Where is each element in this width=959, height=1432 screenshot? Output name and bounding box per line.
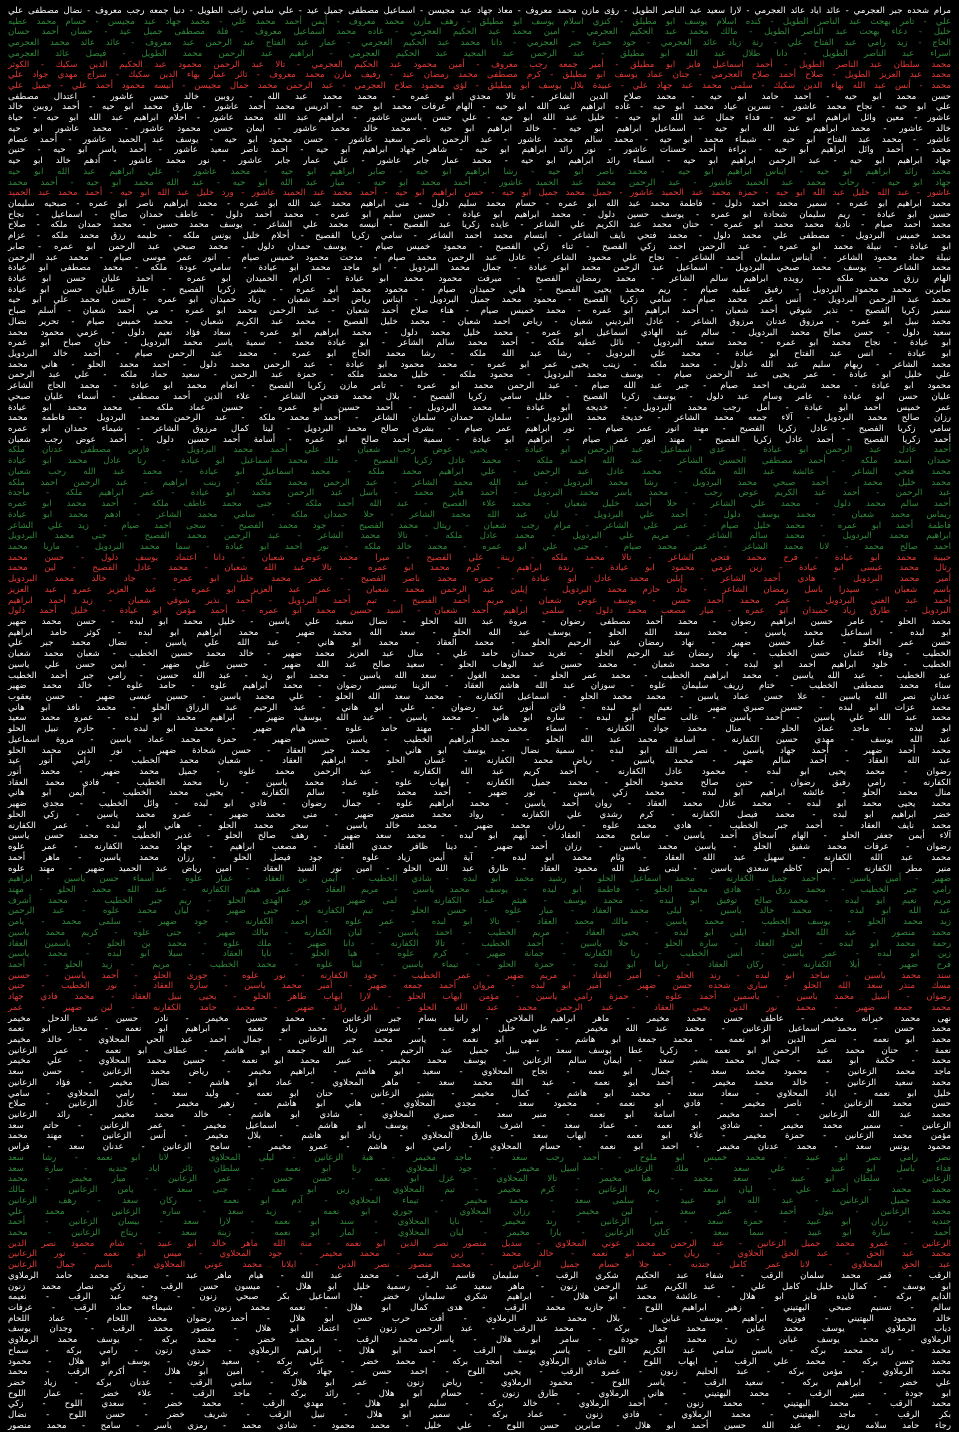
names-line-white: مرام شحده جبر العجرمي - عائد اياد عائد العجرمي - لارا سعيد عبد الناصر الطويل - رؤى مازن محمد معروف - معاذ جهاد عبد مجيسن - اسماعيل مصطفى جميل عيد - علي سامي راغب الطويل - دنيا جمعه رجب معروف - نضال مصطفى علي — [8, 6, 951, 16]
names-line-white: محمد احمد صيام - نادية محمد محمد ابو عمره - حنان محمد عبد الكريم علي الشاعر - عايده زكريا عبد الفصيح - أنيسه محمد علي الشاعر - يوسف محمد حسين - محمد حمدان ملكه - صلاح — [8, 220, 951, 231]
names-line-red: مسك منذر سعد الله الحلو - ساري شحده حسن ضهير - أمير ابو لبده - مروان أحمد جمعه ضهير - أمير محمد ياسين - سارة العقاد - نور الخطيب - حنين — [8, 981, 951, 992]
names-line-white: بكر الرقب - ماجد البهتيني - محمد الرملاوي - فادي زنون - عماد بركه - سمير ابو هلال - نبيل الرقب - شريف خضر - حسن اللوح - نضال — [8, 1410, 951, 1421]
names-line-green: ضهير - أمين ياسين - أحمد جميل الكفارنه - محمد اسماعيل الحلو - رشيد محمد ابو لبده - شادي الخطيب - أيمن بن العقاد - عمار علوه - أسماء حسن ياسين - ابراهيم — [8, 874, 951, 885]
names-line-white: علي خليل ابو عيادة - عمر يحيى عبد الرحمن صيام - يوسف محمد البردويل - محمود ملكه - خليل محمد ملكه - حمزة عبد الرحمن - سعيد حماد ملكه - علي عبد الرحمن — [8, 370, 951, 381]
names-line-white: محمد عزات ابو لبده - حسين صبري ضهير - نعيم ابو لبده - فاتن أنور عيد رضوان - علي ابو هاني - عبد الرحيم عبد الرزاق الحلو - محمد نافذ ابو هاني — [8, 702, 951, 713]
names-line-green: زين ابو لبده - عمر ياسين - أنس الخطيب - رنا الكفارنه - جمانة ضهير - كرم علوه - هيا الحلو - نايا العقاد - سيلا ابو لبده - محمد ياسين — [8, 949, 951, 960]
names-line-white: محمد نبيل ابو عمره - مرزوق عدنان مرزوق الشاعر - عادل البرديني شعبان - رياض احمد شعبان - محمد خليل الفصيح - محمد عبد الكريم شعبان - محمد خميس صيام - تحرير نضال — [8, 316, 951, 327]
names-line-white: الخطيب - وفاء عثمان حسن الخطيب - نهاد رمضان عبد الرحيم الحلو - تغريد حمدان حامد علي - منال عبد العزيز محمد ضهير - خالد محمد حسين الخطيب - شعبان محمد شعبان — [8, 649, 951, 660]
names-line-white: ابو عيادة - انس عبد الفتاح ابو عيادة - محمد علي البردويل - رشا عبد الله ملكه - رشا محمد الحاج ابو عمره - محمد عبد الرحمن صيام - أحمد خالد البردويل — [8, 349, 951, 359]
names-line-white: محمد عبد الله الكفارنه - سهيل عبد الله العقاد - وئام محمد ابو لبده - آية أيمن زياد علوه - جود فيصل الحلو - رزان محمد ياسين - ماهر أحمد — [8, 852, 951, 863]
names-line-green: مريم نعيم ابو لبده - محمد صالح توفيق ابو لبده - محمد يوسف - هيثم عماد الكفارنه - لمى ضهير - نور الهدى الحلو - ريم جبر الخطيب - محمد أشرف — [8, 895, 951, 906]
names-line-green: فاطمة أحمد ابو عمره - محمد خليل صيام - عمر علي الشاعر - مرام رجب شعبان - ريتال محمد الفصيح - جود محمد الفصيح - سجى احمد صيام - زيد علي الشاعر — [8, 520, 951, 531]
names-line-red: رضوان - أسيل محمد ياسين - ياسمين أحمد علوه - حمزة رامي ياسين - مؤمن ايهاب الحلو - لارا ايهاب طاهر الحلو - يحيى نبيل العقاد - محمد فادي جهاد — [8, 992, 951, 1003]
names-line-white: محمد الشاعر - يوسف محمد صبحي البردويل - اسماعيل عبد الرحمن محمد ابو عيادة - جمال محمد البردويل - ابو ماجد محمد ابو عيادة - سامي عودة ملكه - محمد مصطفى ابو عيادة — [8, 263, 951, 274]
names-line-white: محمد - حكمة ابو نعمه - جمال محمد بشير سعد - ايمان سالم الزعانين - يوسف محمد مخيمر - عبير محمد ابو نعمه - حسين محمد المحلاوي - علي مخيمر — [8, 1056, 951, 1067]
names-line-white: حسين ابو عيادة - ريم سليمان شحادة ابو عمره - يوسف حسين دلول - محمد ابراهيم ابو عيادة - حسين سليم ابو عمره - محمد احمد دلول - عاطف حمدان صالح - اسماعيل - نجاح — [8, 209, 951, 220]
names-line-white: الدايم بركه - فايده فايز ابو هلال - عائشة محمد ابو هلال - ابراهيم شكري سليمان خضر - اسماعيل بكر صبحي زنون - وجيه عبد الرقب - نعيمه — [8, 1292, 951, 1303]
names-line-white: رجاء حامد سلامه زينو - عبد الله حسين أحمد ابو هلال - صابرين حسن اللوح - علي خليل - محمد محمود - شادي محمد - رمزي ياسر - سامح - محمد منصور — [8, 1420, 951, 1431]
names-line-white: عدنان نصر الله ياسين - علا حسن عماد ياسين - محمد محمد الحلو - اسماعيل الكفارنه - محمد سعد الله الحلو - علي محمد ياسين - حسين عيسى ضهير - حسن يعقوب — [8, 692, 951, 702]
names-line-white: نعمة - حنان محمد عبد الرحمن ابو نعمه - زكريا عطا يوسف سعد - نبيل جميل عبد الرحيم - عبد الله جمعه ابو هاشم - عطاف ابو نعمه - عمر الزعانين — [8, 1045, 951, 1056]
names-line-red: محمد سلطان عبد الناصر الطويل - أحمد اسماعيل فايز ابو مطيلق - أمير جمعه رجب معروف - أمين محمود عبد الحكيم العجرمي - تالا عبد الرحمن محمود عبد الحكيم الدين سكيك - الكوثر — [8, 59, 951, 70]
names-line-white: الزعانين - سمير محمد مخيمر - شادي ابو نعمه - عماد سعد - اشرف المحلاوي - يوسف ابو هاشم - اسماعيل مخيمر - عمر الزعانين - حاتم سعد — [8, 1120, 951, 1131]
names-line-green: فداء باسل ابو عبيد - علي سعد - ملك الزعانين - أسيل مخيمر - جود المحلاوي - رنا ابو نعمه - سلطان ثائر اياد جنديه - سارة سعد — [8, 1163, 951, 1174]
names-line-green: محمد فتحي الشاعر - عائشة عبد الله ملكه - محمد عادل عبد الرحمن - علي ابراهيم محمد ملكه - محمد اسماعيل ابو عيادة - محمد عبد الله رجب شعبان — [8, 466, 951, 477]
names-line-white: خليل ابو نعمه - اياد المحلاوي - سعاد سعد - محمد ابو هاشم - كمال مخيمر - بشير الزعانين - حنان ابو نعمه - وليد سعد - رامي المحلاوي - سامي — [8, 1088, 951, 1099]
names-line-white: خضر ابراهيم ابو لبده - محمد فيصل الكفارنه - كرم رشدي علي الكفارنه - رواد محمد منصور ضهير - منى محمد ضهير - عمرو محمد ياسين - زكي الحلو — [8, 809, 951, 820]
names-line-white: محمود يونس سعد - محمد عدنان مخيمر - احمد ابو نعمه - حسام المحلاوي - رامي ابو هاشم - عمرو مخيمر - سامح الزعانين - عدنان سعد - فراس — [8, 1142, 951, 1153]
names-line-white: عبد الخطيب - عبد الله ياسين - محمد ابراهيم الخطيب - محمد عمر الحلو - محمد الغول - سعد الله ياسين - محمد ابو زيد - عبد الله حسين - رامي جبر أحمد الخطيب — [8, 670, 951, 681]
names-line-white: محمد يحيى محمد ابو لبده - محمد عادل محمد العقاد - روان أحمد ياسين - محمد ابراهيم علوه - جمال رضوان - فادي ابو لبده - وائل الخطيب - مجدي ضهير — [8, 799, 951, 810]
names-line-white: سعيد دلول - حسن صالح محمد البردويل - سالم عبد الهادي اسماعيل ابو عمره - محمد خليل محمد دلول - محمد ابراهيم ابو عمره - سعاد فؤاد نعيم دلول - عزمي محمود محمد — [8, 327, 951, 338]
names-line-white: محمد ابو نعمه - نصر الدين ابو نعمه - محمد جمعة ابو هاشم - سهى ابو نعمه - ياسر محمد جبر الزعانين - جمال احمد عبد الحي المحلاوي - خالد مخيمر — [8, 1035, 951, 1045]
names-line-white: حسن محمد الزعانين - ناصر مخيمر - فادي ابو نعمه - محمود سعد - مجدي المحلاوي - هاني ابو هاشم - زهير مخيمر - عادل الزعانين - صلاح — [8, 1099, 951, 1110]
names-line-white: محمد - أحمد وائل ابراهيم ابو حيه - براءة أحمد حسنات عاشور - نور رائد ابراهيم ابو حيه - شاهر جهاد ابراهيم ابو حيه - احمد ناصر سعيد عاشور - أحمد ياسر ابو حيه - حنين — [8, 145, 951, 156]
names-line-green: أحمد - سارة ابو عبيد - سما سعد - كنان الزعانين - يارا مخيمر - ليان المحلاوي - لمار ابو نعمه - زينة سعد - ريتاج الزعانين - محمد — [8, 1227, 951, 1238]
names-line-green: نصر رامي نصر ابو عبيد - محمد خميس ابو ملوح - أحمد رجب سعد - ماجد مخيمر - هبة الزعانين - ليلى المحلاوي - لانا ابو نعمه - رشا سعد — [8, 1152, 951, 1163]
names-line-white: عبد الله يوسف - مهدي حسين الكفارنه - اسامة محمد عبد الله الحلو - محمد ابراهيم الخطيب - ياسين حسين ضهير - حمزة محمد عماد ياسين - مروة اسماعيل — [8, 734, 951, 745]
names-line-green: ريماس محمد شعبان - محمد يوسف دلول - أحمد علي البردويل - ليان عبد الله محمد الشاعر - حلا حمدان ملكه - سامي محمد الشاعر - ادهم محمد ابو عيادة — [8, 509, 951, 520]
names-line-red: محمد عبد العزيز الطويل - صلاح أحمد صلاح العجرمي - جنان عماد يوسف ابو مطيلق - كرم مصطفى محمد رمضان عيد - رفيف مازن محمد معروف - ثائر عمار بهاء الدين سكيك - سراج مهدي جواد علي — [8, 70, 951, 81]
names-line-white: محمد الشاعر - ريهام سليم عبد الله دلول - محمد ملكه - زينب يحيى عمر ابو عمره - محمد محمود ابو عيادة - عبد الرحمن محمد دلول - احمد محمد الحلو - هاني محمد — [8, 359, 951, 370]
names-line-white: منير مطر الكفارنه - أيمن كاظم سعدي ياسين - لبنى عبد الله محمود العقاد - طارق عبد الله الحلو - امين نور السيد العقاد - امين رياض عبد الحميد ضهير - مهند علوه — [8, 863, 951, 874]
names-line-white: عليان حسن ابو عيادة - عامر وسام عبد دلول - يوسف زكريا الفصيح - خليل سامي زكريا الفصيح - بلال محمد فتحي الشاعر - علاء الدين أحمد مصطفى - أسماء عليان صبحي — [8, 391, 951, 402]
names-line-white: الخطيب - خلود ابراهيم احمد ابو لبده - محمد شعبان - محمد حسين عبد الوهاب الحلو - سعيد صالح عبد الله ضهير - حسين علي ضهير - ايمن حسن علي ياسين — [8, 659, 951, 670]
names-line-white: دياب الرملاوي - يوسف محمد غباين - محمد جمال بركه - محمد الرقب - عبد الرحمن زنون - اعتماد ابو هلال - منصور محمد الرقب - وجدان يوسف — [8, 1324, 951, 1335]
names-line-white: حسن محمد ابو حيه - احمد حامد ابو حيه - محمد صلاح الدين الشاعر - تالا مجدي ابو عمره - محمد محمد عبد الله - روبين خالد حسن عاشور - اعتدال مصطفى — [8, 91, 951, 102]
names-line-red: رتال محمد عيسى ابو عيادة - زين عزمي محمود ابو عيادة - رندة ابراهيم - كرم محمد ابو عمره - تالا عبد الله شعبان - محمد عادل الفصيح - لين محمد — [8, 563, 951, 574]
names-line-green: أحمد عادل عبد الرحمن ابو عيادة - عدي اسماعيل عبد الرحمن ابو عيادة - يحيى عوض رجب شعبان - علي أحمد محمد البردويل - فارس مصطفى عدنان ملكه — [8, 445, 951, 456]
names-line-red: باسم شعبان - سيدرا باسل رمضان الشاعر - جاد حازم محمد البردويل - إيلين عبد الرحمن محمد شعبان - عمر عبد العزيز ابو عمره - عبد العزيز عمرو عبد العزيز — [8, 584, 951, 595]
names-line-white: رزان صالح محمد البردويل - آلاء جمعه محمد الشاعر - خديجة محمد البردويل - سلمان حمدان سلمان الشاعر - أحمد محمد ملكه - عبد الرحمن محمد البردويل - فاطمه محمد — [8, 413, 951, 424]
names-line-white: مؤمن محمد الزعانين - حمزة مخيمر - علاء ابو نعمه - ايهاب سعد - طارق المحلاوي - زياد ابو هاشم - بلال مخيمر - أنس الزعانين - مهند محمد — [8, 1131, 951, 1142]
names-line-white: نهى محمد خيرانه مخيمر - عاطف حسن محمد مخيمر - ماهر ابراهيم الملاحي - رانيا بسام جبر الزعانين - محمد حسين مخيمر - نادر حسين عبد الدحل مخيمر — [8, 1013, 951, 1024]
names-line-green: زيد محمد الحلو - يوسف الخطيب - محمد ياسين - مالك محمد العقاد - تالا ابو لبده - عمر علوه - أحمد الكفارنه - جود ضهير - سلمى محمد - يامن — [8, 917, 951, 928]
names-line-red: أحمد عبد الغني البردويل - عمر محمد أحمد حسن - يوسف عوض شعبان - مريم أحمد الفصيح - تيم أحمد البردويل - أحمد نذير شوقي شعبان - زيد أحمد ابراهيم — [8, 595, 951, 606]
names-line-white: رضوان - عرفات محمد شفيق الحلو - ياسين محمد ياسين - رزان أحمد ضهير - دينا ظافر حمدي العقاد - مصعب ابراهيم - جهاد محمد الكفارنه - عمر علوه — [8, 842, 951, 853]
names-line-green: رامي جبر الخطيب - محمد رزق - هادي محمد الحلو - فاطمة ابو لبده - يوسف محمد ياسين - مريم العقاد - عمر هيثم الكفارنه - عبد الله محمد الحلو - مهند — [8, 884, 951, 895]
names-line-red: الزعانين - عمرو محمد جميل الزعانين - عبد الرحمن محمد عوني المحلاوي - سديل منصور نصر الدين ابو نعمه - منة الله ماهر خالد ابو عبيد - شام محمود نصر الدين — [8, 1238, 951, 1249]
names-line-white: الكفارنه - رامي رفيق رضوان - حنين صالح محمود الحلو - محمد جميل الكفارنه - ايهاب علوه - عماد محمد ياسين - رنا محمد الخطيب - فادي محمد العقاد — [8, 777, 951, 788]
names-line-white: سالم - تسنيم صبحي البهتيني - زهير ابراهيم اللوح - جازيه محمد الرقب - هدى كمال ابو هلال - نعمه محمد زنون - شيماء حماد الرقب - عرفات — [8, 1302, 951, 1313]
names-line-green: محمد خليل محمد - أحمد صبحي محمد البردويل - رشا محمد البردويل - عبد الله محمد الشاعر - عبد الرحمن محمد ملكه - زينب ابراهيم - عبد الرحمن احمد ملكه — [8, 477, 951, 488]
names-line-white: نبيلة حماد محمود الشاعر - ايناس سليمان أحمد الشاعر - نجاح علي محمود الشاعر - عادل عبد الرحمن محمد صيام - مدحت محمود خميس صيام - انور عمر موسى صيام - محمد عبد الرحمن — [8, 252, 951, 263]
names-line-red: عاشور - عبد الله خليل عبد الله ابو حيه - حمزة محمد عبد الحميد عاشور - جميل محمد جميل ابو حيه - حسن ابراهيم ابو حيه - أحمد محمد عبد الحميد عاشور - ورد خليل عبد الله ابو حيه - أحمد محمد عبد الحميد — [8, 188, 951, 199]
names-line-green: محمد رائد ابراهيم ابو حيه - ايناس ابراهيم ابو حيه - محمد ناصر ابو حيه - رشا ابراهيم ابو حيه - صابر ابراهيم ابو حيه - محمد عاشور - علي ابراهيم عبد الله ابو حيه — [8, 166, 951, 177]
names-line-white: عبد الله العقاد - أحمد سالم ضهير - محمد ياسين - رياض محمد الكفارنه - غسان الحلو - ابراهيم العقاد - شعبان محمد الخطيب - رامي أنور عيد — [8, 756, 951, 767]
names-line-white: محمد أحمد ضهير - أحمد جهاد ياسين - نصر الله ابو لبده - سمية نضال - يوسف ابو هاني - محمد جبر العقاد - حسن شحادة ضهير - نور الدين محمد الحلو — [8, 745, 951, 756]
names-line-white: ابو عيادة - نبيلة محمد ابو عمره - عبد الرحمن احمد زكي الفصيح - ثناء زكي الفصيح - محمود خميس صيام - يوسف حمدان دلول - محمد صبحي عبد الرحمن ابو عمره - صابر — [8, 241, 951, 252]
names-line-green: محمد محمد - أحمد علي - ليان سعد - ريم الزعانين - كرم مخيمر - تيم المحلاوي - زين ابو نعمه - جنى سعد - يامن الزعانين - مالك — [8, 1185, 951, 1196]
names-line-white: حسن عمر الحلو - عمار حسين ضهير - نهاد رمضان عبد الرحيم الحلو - محمد العقاد - محمد ابو هاني - عبد الله علي ياسين - نضال محمد جبر علي — [8, 638, 951, 649]
names-line-white: الهام رزق محمد ملكه - رويده ابراهيم سالم الشاعر - محمد رمضان الفصيح - ميرفت محمود محمد ابو عيادة - اكرام الحميدان ابو عمره - احمد عليان حسن ابو عيادة — [8, 273, 951, 284]
names-line-green: الحاج - زيد رامي عبد الفتاح علي - رنة زياد عائد العجرمي - جود حمزة جبر العجرمي - دانا محمد عبد الحكيم العجرمي - عمار عبد الفتاح عبد الرحمن عبد معروف - عائد عائد محمد العجرمي — [8, 38, 951, 49]
names-line-white: محمد الحلو - عامر حسين ابراهيم رضوان - محمد أحمد مصطفى رضوان - مروة عبد الله الحلو - نضال سعيد علي ياسين - خليل محمد ابو لبده - حسن محمد ضهير — [8, 616, 951, 627]
names-line-white: خالد عاشور - محمد ابراهيم عبد الله ابو حيه - اسماعيل ابراهيم ابو حيه - خالد ابراهيم ابو حيه - محمد خالد محمد عاشور - ايمان حسن محمود عاشور - محمد عاشور ابو حيه — [8, 123, 951, 134]
names-line-white: جهاد ابراهيم ابو حيه - عبد الرحمن ابراهيم ابو حيه - اسماء رائد ابراهيم ابو حيه - محمد عمار جابر عاشور - علي عمار جابر عاشور - نور محمد عاشور - أدهم خالد ابو حيه — [8, 156, 951, 167]
names-line-white: عاشور - محمد عبد الفتاح ابو حيه - شيماء محمد ابو حيه - محمد سالم محمد عاشور - عبد الرحمن ناصر سعيد عاشور - حسن محمود ابو حيه - يوسف عبد الحميد عاشور - أحمد عصام — [8, 134, 951, 145]
names-line-green: ابراهيم محمد البردويل - محمد سالم الشاعر - مريم علي البردويل - محمد عادل ملكه - تالا محمد الشاعر - عبد الرحمن محمد الفصيح - جنى محمد البردويل — [8, 531, 951, 542]
names-line-red: سند محمد ياسين - ساجد ابو لبده - رند الحلو - أمير العقاد - مريم ضهير - عمر الخطيب - جود الكفارنه - نور علوه - جوري الحلو - أحمد ياسين - حسين — [8, 970, 951, 981]
names-line-white: محمد عبد الله علي ياسين - أحمد ياسين - غالب صالح ابو لبده - ساره ابو هاني - محمد ياسين - عبد الله يوسف ضهير - ابراهيم محمد ابو لبده - عمرو محمد سعيد — [8, 713, 951, 724]
names-line-white: محمد حسن - محمد اسماعيل الزعانين - محمد عبد الله مخيمر - علي خليل ابو نعمه - سوسن زياد محمد ابو نعمه - ابراهيم ابو نعمه - مختار ابو نعمه — [8, 1024, 951, 1035]
names-line-red: أمير محمد البردويل - هادي أحمد الشاعر - إيلين محمد عادل ابو عيادة - حمزه محمد ناصر الفصيح - عمر محمد خليل ابو عمره - جاد خالد محمد البردويل — [8, 574, 951, 585]
names-line-white: ابو عيادة - نجاح محمد ابو عمره - محمد سعيد البردويل - نائل عطيه ملكه - أحمد محمد سالم الشاعر - ابو عيادة محمد - سمية ياسر محمد البردويل - حنان صباح ابو عمره — [8, 338, 951, 349]
names-line-white: محمد ابراهيم ابو عمره - سمير محمد احمد دلول - فاطمة محمد عبد الله ابو عمره - حسام محمد سليم دلول - منى ابراهيم محمد عبد الله ابو عمره - محمد ابراهيم ناصر ابو عمره - صبحيه سليمان — [8, 198, 951, 209]
names-line-white: ابو لبده - ماجد عماد الحلو - منال محمد جواد الكفارنه - اسماء محمد الحلو - مهند حامد علوه - هيام ضهير - محمد ابو لبده - حازم نبيل الحلو — [8, 724, 951, 735]
names-line-white: علي ابو حيه - نجاح محمد عاشور - نسرين عياد محمد ابو حيه - غاده ابراهيم عبد الله ابو حيه - الهام عرفات محمد ابو حيه - ادريس محمد أحمد عاشور - طارق محمد ابو حيه - أحمد روبين خالد — [8, 102, 951, 113]
names-line-white: ماجد محمد الزعانين - محمود محمد سعد - جمال ابو نعمه - نجاح المحلاوي - سعيد ابو هاشم - ابراهيم مخيمر - رياض محمد الزعانين - حسن سعد — [8, 1067, 951, 1078]
names-line-white: رضوان - محمد يحيى ابو لبده - محمود عادل الكفارنه - أحمد كريم عبد الله الكفارنه - عبد الرحمن محمد علوه - جميل محمد ضهير - محمد أنور — [8, 767, 951, 778]
names-line-white: سامي زكريا الفصيح - عادل زكريا الفصيح - مهند انور عمر صيام - نور ابراهيم عمر صيام - بشرى صالح محمد البردويل - لينا كمال مرزوق الشاعر - شيماء حمدان ابو عمره — [8, 424, 951, 435]
names-line-green: جهاد ابو حيه - رحاب محمد عبد الحميد عاشور - عبد الرحمن محمد عبد الحميد عاشور - أحمد محمد ابو حيه - ميار عبد الله ابو حيه - عبد الله محمد ابو حيه - أحمد محمد — [8, 177, 951, 188]
names-line-white: صابرين محمد محمود البردويل - رفيق عطيه صيام - ريم محمد يحيى الفصيح - هاني حميدان صيام - محمود محمد ابو عمره - بشير زكريا الفصيح - طارق عليان حسن ابو عيادة — [8, 284, 951, 295]
names-line-green: فرح ضهير - أيلا الكفارنه - ركان العقاد - راما ابو لبده - حمزة الحلو - تيماء ياسين - لينا علوه - محمد الخطيب - مريم - زيد الحلو - أحمد — [8, 959, 951, 970]
names-line-green: احمد صالح محمد - لانا محمد الشاعر - عمر محمد صيام - جنى علي ابو عمره - محمد خالد ملكه - نور احمد ابو عيادة - سما محمد البردويل - ماريا محمد — [8, 541, 951, 552]
names-line-green: محمد الزعانين - بتول أحمد - عمر سعد - لين مخيمر - رزان المحلاوي - جوري ابو نعمه - زيد سعد - ساره الزعانين - محمد علي — [8, 1206, 951, 1217]
names-line-white: علي خضر - ابراهيم بركه - سعيد الرقب - ياسر اللوح - محمود الرملاوي - رياض زنون - عمر ابو هلال - سامي الرقب - عدنان بركه - زياد خضر — [8, 1378, 951, 1388]
names-line-white: ابو جودة - منير الرقب - محمد البهتيني - هاني الرملاوي - طارق زنون - حسام ابو هلال - رائد بركه - ماجد الرقب - علاء خضر - عمار اللوح — [8, 1388, 951, 1399]
names-line-red: محمد جمعه ضهير - محمد نور الدين يحيى العقاد - عبد الرحمن محمد عبد الله الحلو - نادر رائد ضهير - محمد حامد الكفارنه - لين ضهير - عمر — [8, 1002, 951, 1013]
names-line-white: الرملاوي - محمد يوسف غباين - زيد محمد ابو جودة - سامر ابو هلال - ياسر محمد الرقب - محمد خضر - محمد بركه - يوسف محمد الرملاوي — [8, 1335, 951, 1346]
names-line-green: عبد الله ابو لبده - محمد خالد ياسين - ليلى محمد العقاد - ميار علوه - حسن الحلو - تيم الكفارنه - جنى ضهير - ليان محمد علوه - عبد الرحمن — [8, 906, 951, 917]
names-line-white: الرقب - قمر محمد سلمان الرقب - شفاء عبد الحكيم شكري الرقب - سليمان قاسم الرقب - محمد عبد الله - هيام ماهر عبد - صبحية محمد حامد الرملاوي — [8, 1270, 951, 1281]
names-line-green: محمد منصور - عبد الله الحلو - ايلين ابو لبده - يحيى العقاد - مريم الخطيب - احمد ياسين - ليان الكفارنه - مالك ضهير - جنى علوه - كريم محمد ياسين — [8, 927, 951, 938]
names-line-white: ابو يوسف - كمال خليل كامل علي - عبد الكريم عبد الرحمن زنون - ماهر سعيد عبد - رسمية خليل ابو هلال - ميسون حسن الرقب - زكي نصار محمد زنون — [8, 1281, 951, 1292]
names-line-red: البردويل - طارق زياد حميدان ابو عمره - ميار مصعب محمد دلول - سلمى ابراهيم أحمد شعبان - أسيد حسين محمد ابو عمره - أحمد مؤمن ابو عيادة - خليل أحمد دلول — [8, 606, 951, 617]
names-line-green: خليل - دعاء بهجت عبد الناصر الطويل - مالك محمد عبد الحكيم العجرمي - امين محمد عبد الحكيم العجرمي - غاده محمد اسماعيل معروف - فلة مصطفى جميل عيد - حسان أحمد حسان — [8, 27, 951, 38]
names-line-green: رحمة محمد ابو لبده - لين العقاد - سارة الحلو - حلا ياسين - أحمد الخطيب - تالا الكفارنه - دانا ضهير - ملك علوه - محمد بن الحلو - ياسمين العقاد — [8, 938, 951, 949]
names-line-red: حبيبة محمد ابو عيادة - فرح محمد فتحي الشاعر - تالا محمد ملكه - زينة علي الفصيح - ميرا محمد عوض شعبان - دانا اعتماد يوسف دلول - حسن محمد — [8, 552, 951, 563]
names-line-white: آلاء أيمن جعفر الحلو - الهام اسحاق أحمد ياسين - سامح محمد العقاد - أيهم ابو لبده - محمد سعد ضهير - رهف صالح الحلو - غدير الخطيب - محمد حسن ياسين — [8, 831, 951, 842]
names-line-white: سناء محمد مصطفى الخطيب - ختام زريف سليمان علوه - سوزان عبد الله هاشم العقاد - الزينا تيسير رضوان - محمد ابراهيم علوه - حامد علوه - خالد محمد ضهير — [8, 681, 951, 692]
names-line-green: علي - تامر بهجت عبد الناصر الطويل - كنده اسلام يوسف ابو مطيلق - كنزي اسلام يوسف ابو مطيلق - رهف مازن محمد معروف - أيمن أحمد محمد علي - محمد جهاد عبد مجيسن - حسام محمد عطيه — [8, 16, 951, 27]
names-line-green: حمدان اسعد ملكه - أحمد مصطفى الحسين الشاعر - عبد الله احمد ملكه - محمد عادل زكريا الفصيح - ملك محمد اسماعيل ابو عيادة - رنا عادل محمد ابو عيادة — [8, 456, 951, 467]
names-line-green: محمد جميل الزعانين - عبد الله ابو عبيد - سلمى سعد - محمد مخيمر - تيماء المحلاوي - آدم ابو نعمه - ركان سعد - رهف الزعانين — [8, 1195, 951, 1206]
names-line-green: أحمد سالم محمد دلول - محمد علي الشاعر - حلا أحمد خليل شعبان - محمد علاء الفصيح - عبد الله أحمد ملكه - جنى محمد عاطف ملكه - أحمد محمد ابو عمره — [8, 499, 951, 510]
names-line-red: محمد - أنس عبد الله بهاء الدين سكيك - سلمى محمد عبد جهاد علي - عبيدة بلال يوسف ابو مطيلق - لؤي محمود صلاح العجرمي - عبد الرحمن محمد جمال مجيسن - أنيسه محمود أحمد علي - جميل علي — [8, 81, 951, 92]
names-line-green: جنديه - رزان ابو عبيد - حمزة سعد - ميرا الزعانين - رند مخيمر - نايا المحلاوي - سند ابو نعمه - لارا سعد - بيسان الزعانين - أحمد — [8, 1217, 951, 1228]
names-line-white: محمد سعيد الزعانين - خالد محمد مخيمر - أحمد ابو نعمه - عبد الله محمد سعد - ماهر المحلاوي - عماد ابو هاشم - نضال مخيمر - فؤاد الزعانين — [8, 1077, 951, 1088]
names-line-green: اسراء عبد الناصر الطويل - دانا طلال عبد الله ابو مطيلق - عبد الرحمن عبد المجيد عبد الحكيم العجرمي - ابراهيم عبد الرحمن محمد الطويل - فيصل عائد العجرمي — [8, 48, 951, 59]
names-line-green: عبد الرحمن - أحمد عبد الكريم عوض رجب - محمد ياسر محمد البردويل - أحمد فايز محمد - باسل عبد الرحمن محمد ابو عيادة - عمر ابراهيم ملكه - ماجدة — [8, 488, 951, 499]
names-line-white: ابو لبده - اسماعيل محمد ياسين - محمد سعد الله الحلو - يوسف عبد الله الحلو - سعد الله محمد ضهير - محمد ابراهيم ابو لبده - كوثر حامد ابراهيم — [8, 627, 951, 638]
names-line-white: محمد نايف العقاد - أحمد جبر الخطيب - هادي محمد علوه - رزان محمد ضهير - محمد خالد ياسين - سحر محمد الحلو - هاني ابو لبده - عمر الكفارنه — [8, 820, 951, 831]
names-line-white: محمد - رائد محمد بركه - ياسين سامي عبد الكريم اللوح - ياسر يوسف الرقب - احمد ابو هلال - ابراهيم الرملاوي - حمدي زنون - رامي بركه - سماح — [8, 1345, 951, 1356]
names-line-white: محمد عبد الله الزعانين - أحمد مخيمر - اسامة ابو نعمه - منير سعد - صبري المحلاوي - شادي ابو هاشم - خالد محمد مخيمر - رائد الزعانين — [8, 1110, 951, 1121]
names-line-white: محمد عبد الرحمن البردويل - أنس عمر محمد صيام - سامي زكريا الفصيح - محمود محمد جميل البردويل - ايناس رياض احمد شعبان - زياد حميدان ابو عمره - حسن محمد علي ابو حيه — [8, 295, 951, 306]
names-line-white: عاشور - معين وائل ابراهيم ابو حيه - فداء جمال عبد الله ابو حيه - خليل عبد الله ابو حيه - علي حسن ياسين عاشور - ابراهيم عبد الله محمد عاشور - احلام ابراهيم عبد الله ابو حيه - حياة — [8, 113, 951, 124]
names-line-white: منال محمد الحلو - عائشه ابراهيم ابو لبده - محمد زكي ياسين - نور ضهير - أحمد محمد علوه - سالم الكفارنه - يحيى محمد الخطيب - أيمن ابو هاني — [8, 788, 951, 799]
names-line-red: محمد عبد الحق - عبد الحق الحلاوي - ريان حمد ابو نعمه - خالد محمد - زين سعد - محمد مخيمر - جود المحلاوي - ميس ابو نعمه - نور الزعانين — [8, 1249, 951, 1260]
names-line-white: محمد خميس البردويل - مصطفى علي محمد دلول - محمد فتحي نايف الشاعر - ابتسام محمد احمد الشاعر - سامي زكريا الفصيح - أحلام خليل يونس ملكه - حليمه رزق محمد ملكه - عزام — [8, 231, 951, 242]
names-line-white: عمر خميس احمد ابو عيادة - أمل رجب محمد البردويل - خديجه ابو عيادة - محمد البردويل - أحمد حسين ابو عمره - حسين عماد ملكه - محمد محمد ابو عيادة — [8, 402, 951, 413]
names-line-white: أحمد زكريا الفصيح - أحمد عادل زكريا الفصيح - مهند انور عمر صيام - ابراهيم ابو عيادة - سمية أحمد صالح ابو عمره - أسامة أحمد حسين دلول - أحمد عوض رجب شعبان — [8, 434, 951, 445]
names-line-white: خالد محمود البهتيني - فوزيه ابراهيم يوسف غباين - بلال محمد عيد الرملاوي - أفت حرب حسن ابو هلال - أحمد رضوان محمد اللحام - عماد اللحام — [8, 1313, 951, 1324]
names-line-white: سمير زكريا الفصيح - نذير شوقي أحمد شعبان - أحمد ابراهيم ابو عمره - محمد خميس صيام - هناء صلاح أحمد شعبان - عبد الرحمن محمد ابو عمره - مي أحمد شعبان - أسلم صباح — [8, 306, 951, 317]
names-line-green: الزعانين - سلطان ابو عبيد - سعد محمد - هيا مخيمر - تالا المحلاوي - غزل ابو نعمه - حسن حسن - عمر الزعانين - ميار مخيمر - محمد — [8, 1174, 951, 1185]
names-line-red: عبد الحق المحلاوي - لانا عمر كامل جنديه - جلا حسام جميل الزعانين - محمد منصور نصر الدين - ايلانا محمد عوني المحلاوي - باسم جمال الزعانين — [8, 1260, 951, 1271]
names-line-white: محمد الرملاوي - مؤمن بركه - عبد الحليم زنون - عمرو الرقب - يحيى اللوح - احمد حسن - جهاد بركه - امين ابو هلال - أكرم الرقب - محمد — [8, 1367, 951, 1378]
names-line-white: محمود ابو عيادة - محمد شريف احمد صيام - جبر عبد الله صيام - عبد الرحمن محمد ابو عمره - تامر مازن زكريا الفصيح - انعام محمد ابو عيادة - محمد الحاج الشاعر — [8, 381, 951, 392]
names-line-white: محمد حسن بركه - محمد علي الرقب - ايهاب اللوح - شادي الرملاوي - أمجد بركه - محمد خضر - علي بركه - سعيد زنون - يوسف ابو هلال - محمود — [8, 1356, 951, 1367]
names-line-white: محمد الرقب - محمد البهتيني - محمد زنون - أحمد الرملاوي - خالد بركه - سليم ابو هلال - مهدي الرقب - محمد خضر - سعدي اللوح - زكي — [8, 1399, 951, 1410]
